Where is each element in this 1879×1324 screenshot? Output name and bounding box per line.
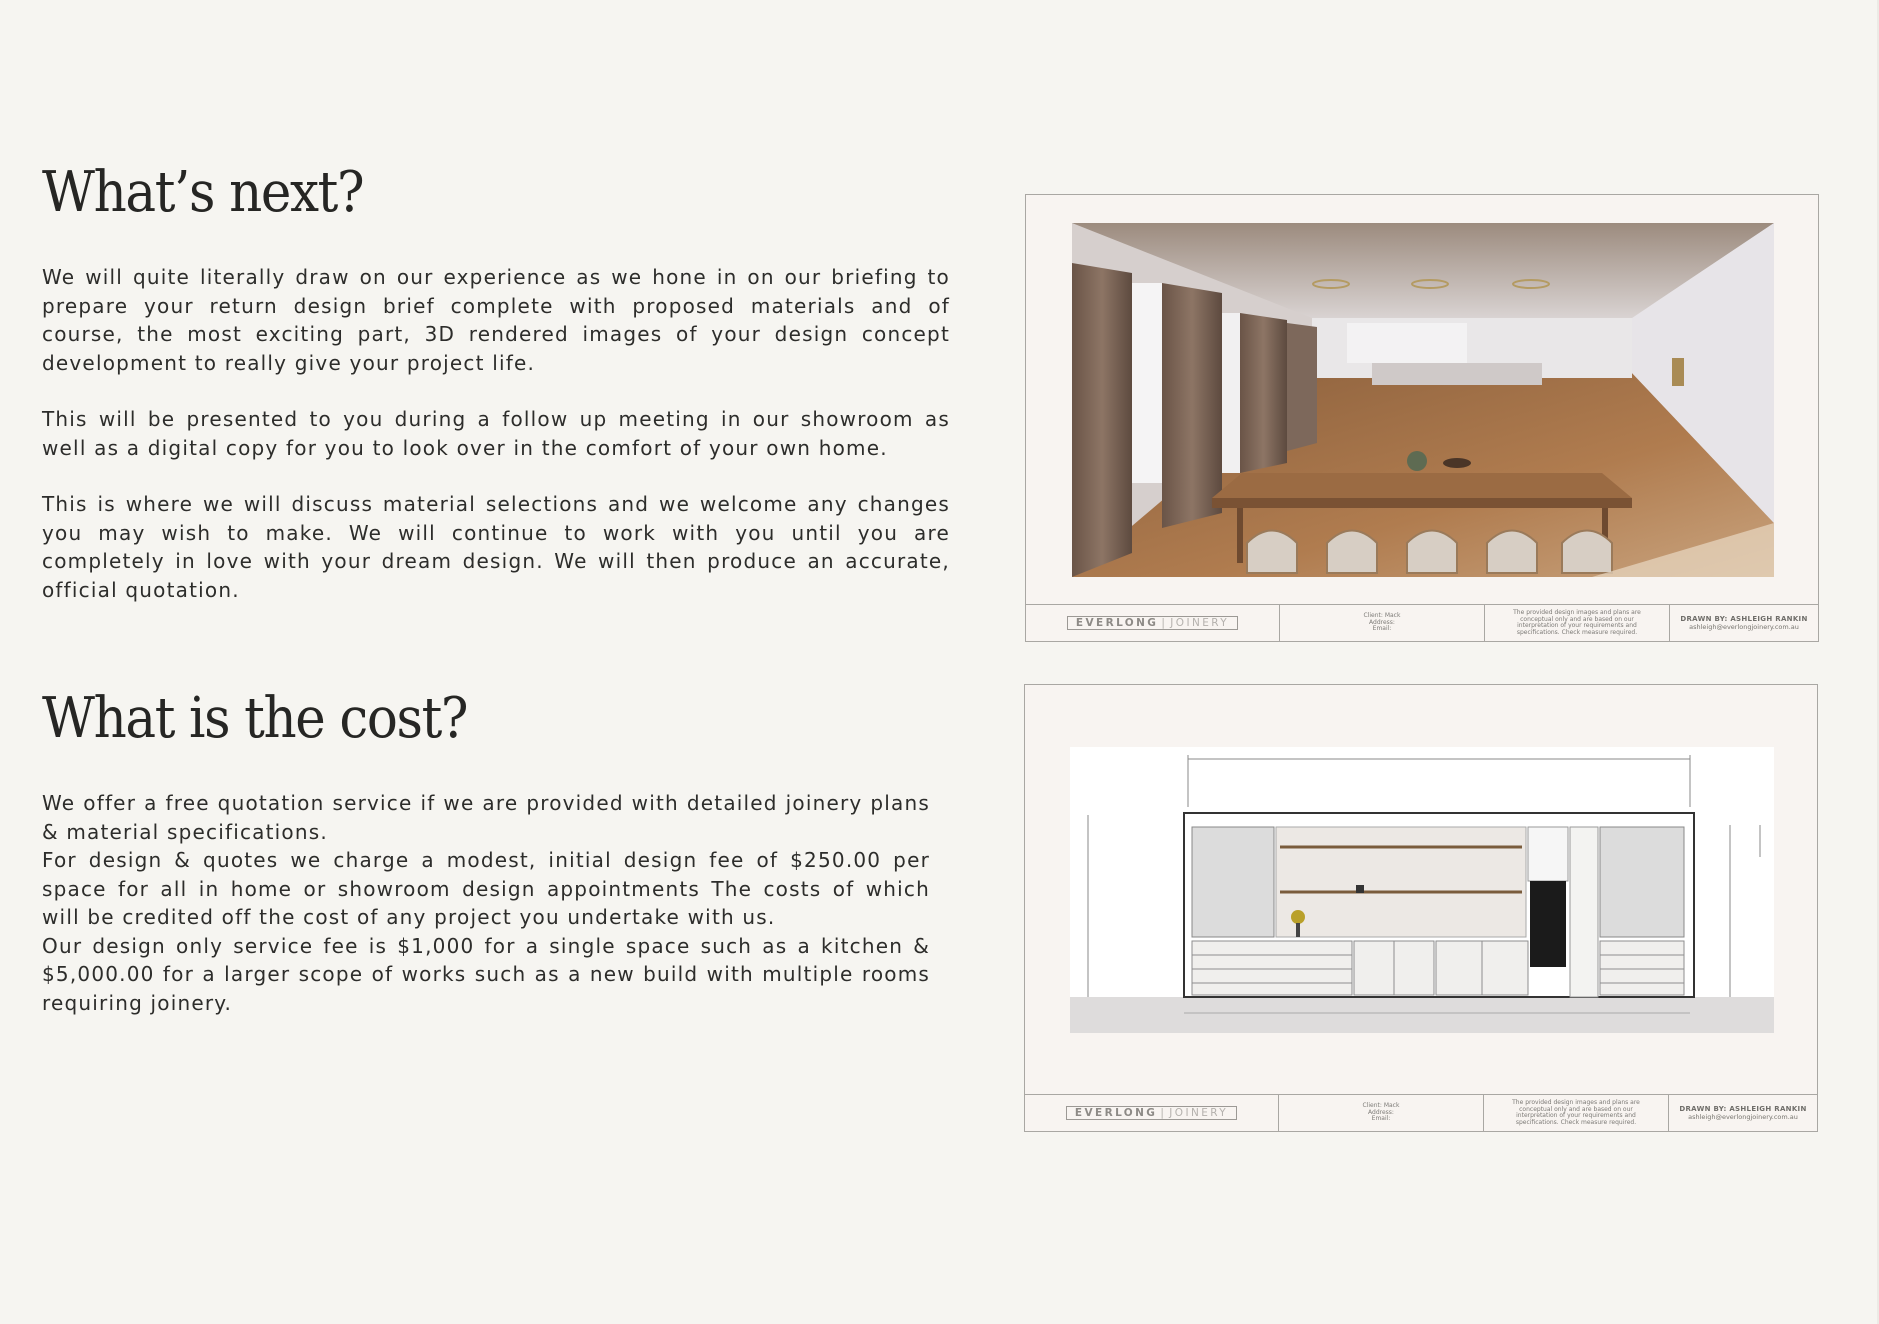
title-block-drawn-by-cell: DRAWN BY: ASHLEIGH RANKIN ashleigh@everlongjoinery.com.au — [1680, 614, 1808, 631]
title-block-client-cell: Client: Mack Address: Email: — [1279, 1095, 1484, 1131]
render-design-sheet — [1025, 194, 1819, 642]
cost-body — [42, 789, 930, 1017]
cost-paragraph-1: We offer a free quotation service if we are provided with detailed joinery plans & material specifications. — [42, 791, 930, 844]
cost-paragraph-3: Our design only service fee is $1,000 for a single space such as a kitchen & $5,000.00 for a larger scope of works such as a new build with multiple rooms requiring joinery. — [42, 933, 930, 1015]
everlong-joinery-logo: EVERLONG | JOINERY — [1066, 1106, 1237, 1121]
joinery-elevation-drawing — [1070, 747, 1774, 1033]
whats-next-paragraph-3: This is where we will discuss material selections and we welcome any changes you may wish to make. We will continue to work with you until you are completely in love with your dream design. We will then produce an accurate, official quotation. — [42, 492, 950, 602]
title-block-drawn-by-cell: DRAWN BY: ASHLEIGH RANKIN ashleigh@everlongjoinery.com.au — [1679, 1104, 1807, 1121]
elevation-design-sheet — [1024, 684, 1818, 1132]
cost-paragraph-2: For design & quotes we charge a modest, initial design fee of $250.00 per space for all in home or showroom design appointments The costs of which will be credited off the cost of any project you undertake with us. — [42, 848, 930, 929]
cost-section — [42, 686, 930, 1017]
whats-next-heading: What’s next? — [42, 160, 364, 225]
everlong-joinery-logo: EVERLONG | JOINERY — [1067, 616, 1238, 631]
title-block — [1026, 604, 1818, 641]
whats-next-body — [42, 263, 950, 604]
cost-heading: What is the cost? — [42, 686, 468, 751]
whats-next-paragraph-2: This will be presented to you during a follow up meeting in our showroom as well as a digital copy for you to look over in the comfort of your own home. — [42, 407, 950, 460]
title-block-disclaimer-cell: The provided design images and plans are conceptual only and are based on our interpretation of your requirements and specifications. Check measure required. — [1484, 1095, 1669, 1131]
title-block-disclaimer-cell: The provided design images and plans are conceptual only and are based on our interpretation of your requirements and specifications. Check measure required. — [1485, 605, 1670, 641]
title-block-logo-cell — [1026, 605, 1280, 641]
title-block-logo-cell — [1025, 1095, 1279, 1131]
title-block-client-cell: Client: Mack Address: Email: — [1280, 605, 1485, 641]
title-block — [1025, 1094, 1817, 1131]
whats-next-section — [42, 160, 950, 604]
whats-next-paragraph-1: We will quite literally draw on our experience as we hone in on our briefing to prepare your return design brief complete with proposed materials and of course, the most exciting part, 3D rendered images of your design concept development to really give your project life. — [42, 265, 950, 375]
kitchen-dining-render-image — [1072, 223, 1774, 577]
